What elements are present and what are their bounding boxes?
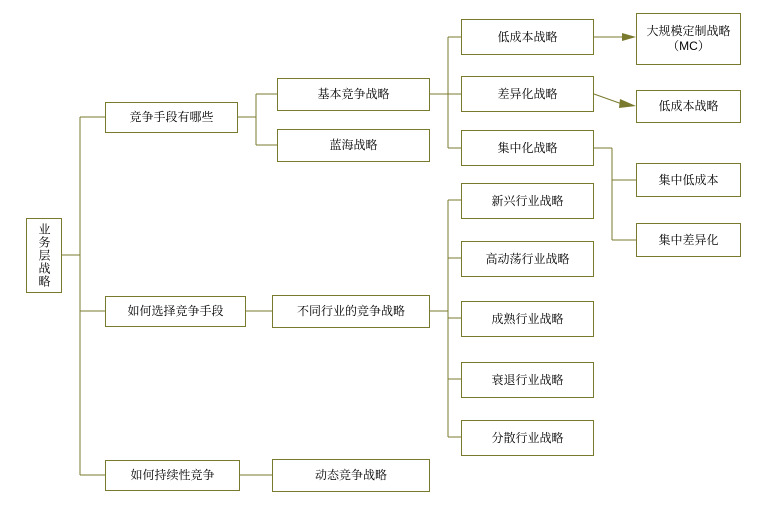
node-dynamic-competition-strategy[interactable]: 动态竞争战略 xyxy=(272,459,430,492)
node-low-cost-strategy-target[interactable]: 低成本战略 xyxy=(636,90,741,123)
node-focused-low-cost[interactable]: 集中低成本 xyxy=(636,163,741,197)
node-emerging-industry-strategy[interactable]: 新兴行业战略 xyxy=(461,183,594,219)
node-mature-industry-strategy[interactable]: 成熟行业战略 xyxy=(461,301,594,337)
node-root[interactable]: 业务层战略 xyxy=(26,218,62,293)
node-low-cost-strategy[interactable]: 低成本战略 xyxy=(461,19,594,55)
node-blue-ocean-strategy[interactable]: 蓝海战略 xyxy=(277,129,430,162)
node-competition-means[interactable]: 竞争手段有哪些 xyxy=(105,102,238,133)
node-focus-strategy[interactable]: 集中化战略 xyxy=(461,130,594,166)
node-turbulent-industry-strategy[interactable]: 高动荡行业战略 xyxy=(461,241,594,277)
arrow-head-l4a1 xyxy=(622,33,636,41)
node-focused-differentiation[interactable]: 集中差异化 xyxy=(636,223,741,257)
arrow-head-l4a2 xyxy=(619,99,636,108)
node-how-to-choose[interactable]: 如何选择竞争手段 xyxy=(105,296,246,327)
node-mass-customization[interactable]: 大规模定制战略（MC） xyxy=(636,13,741,65)
node-differentiation-strategy[interactable]: 差异化战略 xyxy=(461,76,594,112)
node-fragmented-industry-strategy[interactable]: 分散行业战略 xyxy=(461,420,594,456)
node-how-to-sustain[interactable]: 如何持续性竞争 xyxy=(105,460,240,491)
node-declining-industry-strategy[interactable]: 衰退行业战略 xyxy=(461,362,594,398)
node-industry-competitive-strategy[interactable]: 不同行业的竞争战略 xyxy=(272,295,430,328)
node-basic-competitive-strategy[interactable]: 基本竞争战略 xyxy=(277,78,430,111)
link-l3a2-l4a2 xyxy=(594,94,622,104)
